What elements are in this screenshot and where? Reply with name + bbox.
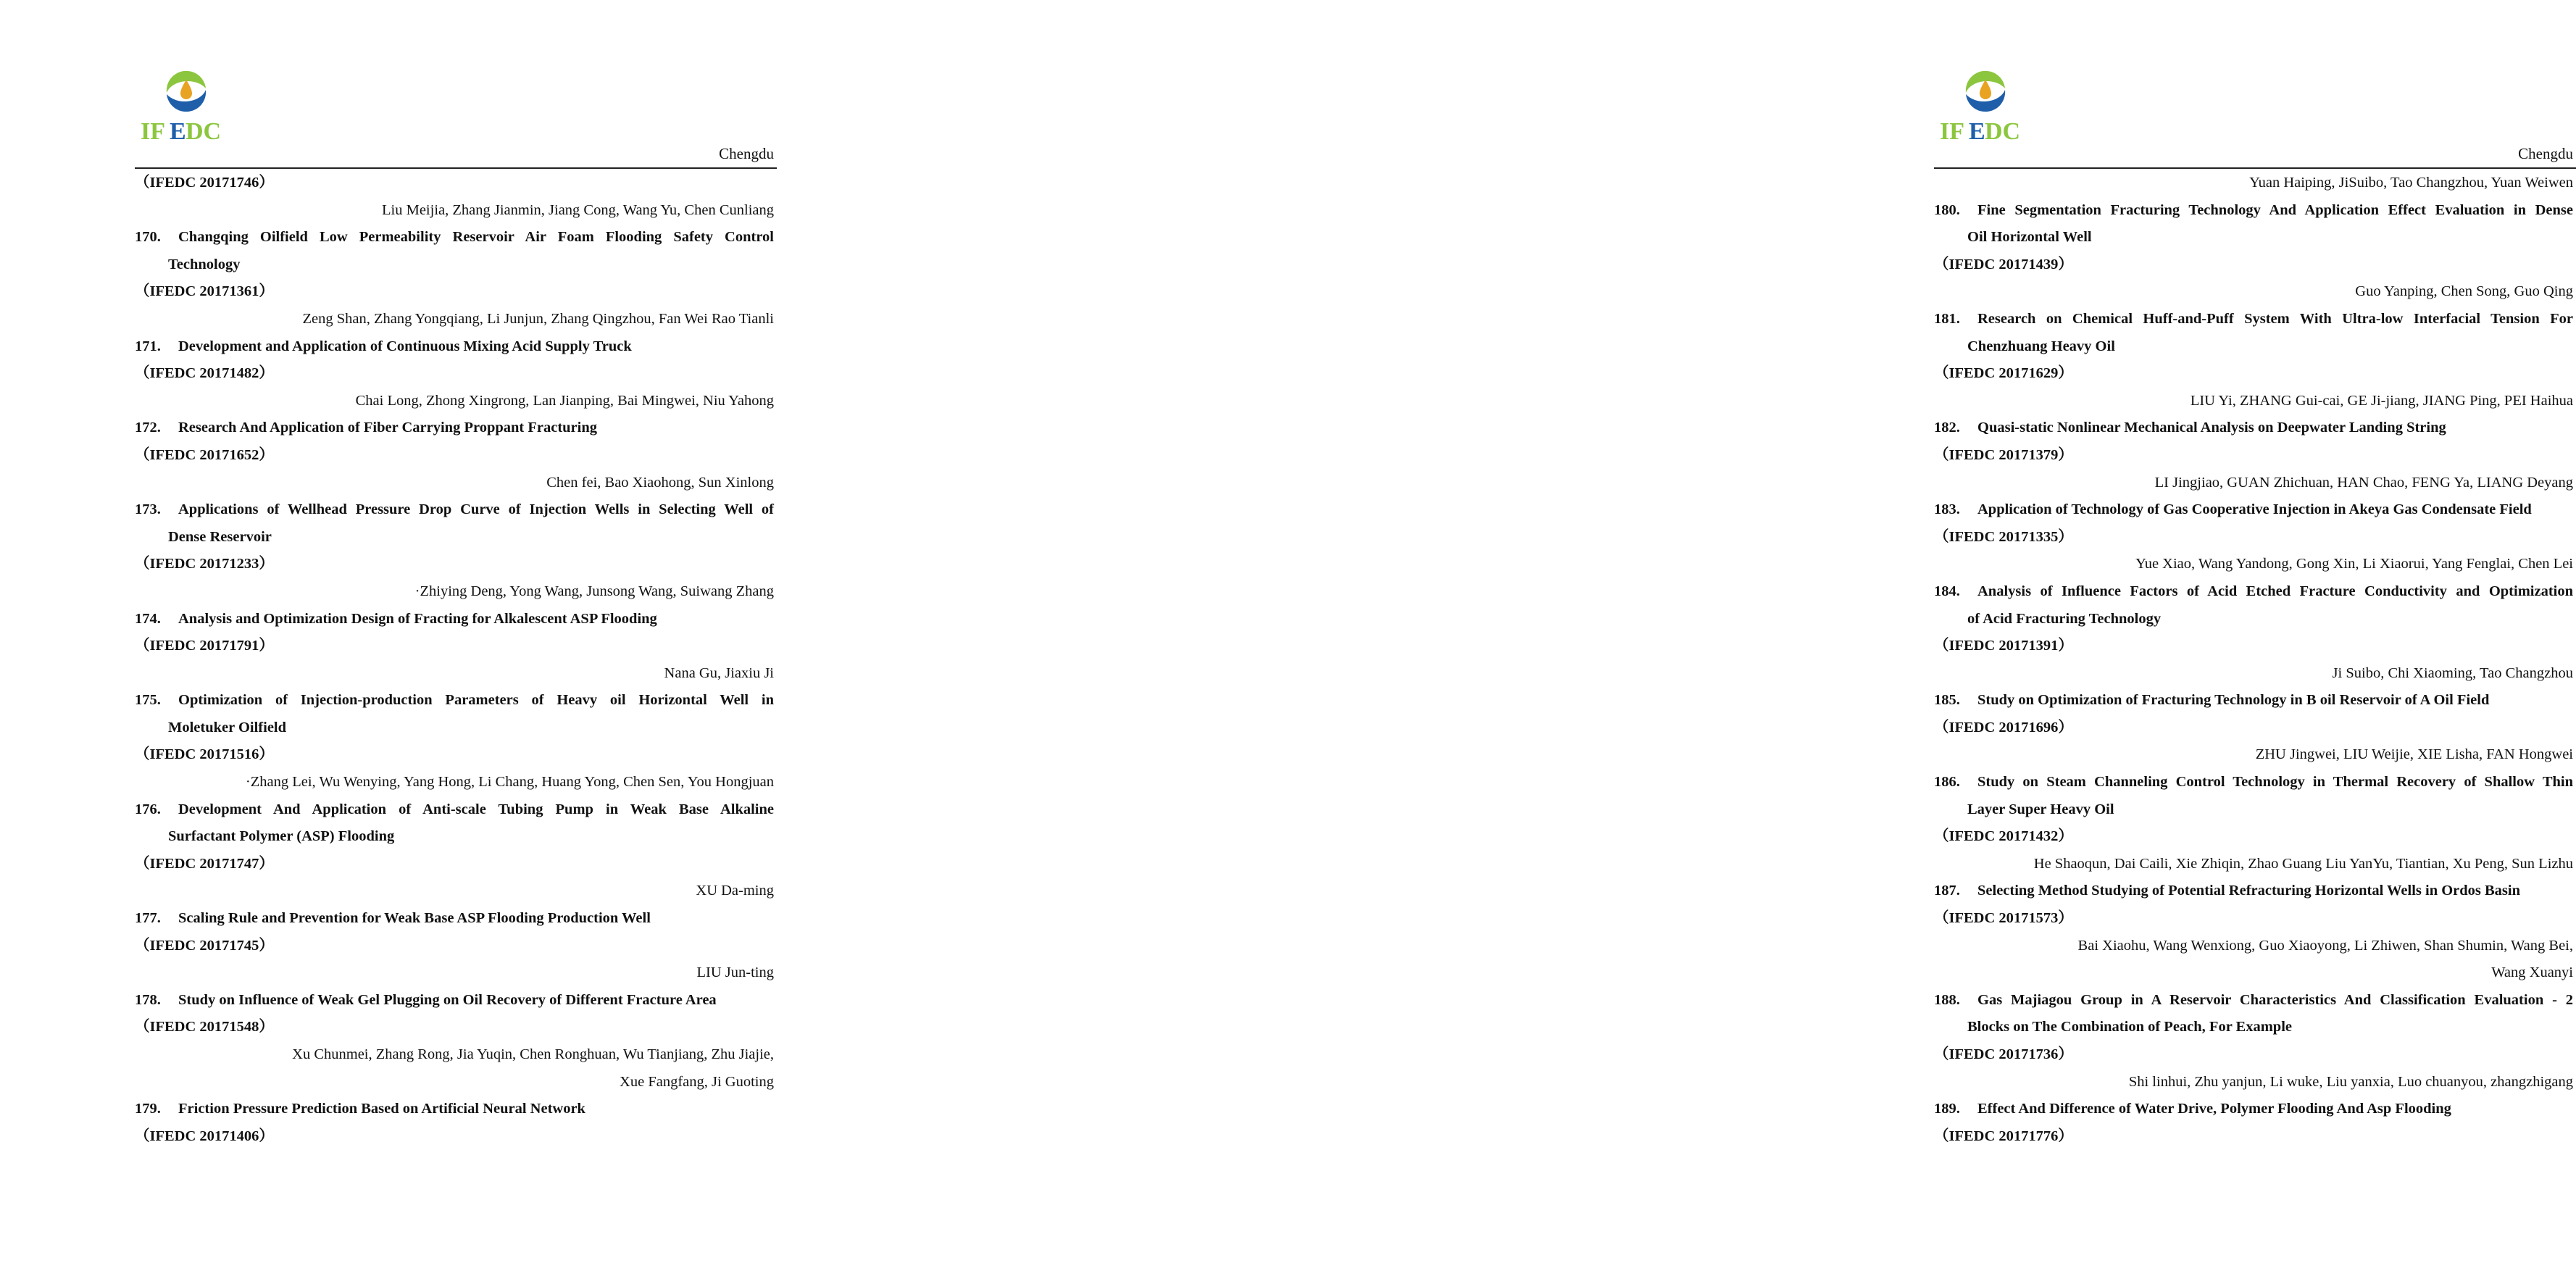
paper-authors: Chen fei, Bao Xiaohong, Sun Xinlong (546, 474, 774, 491)
paper-authors: Guo Yanping, Chen Song, Guo Qing (2355, 283, 2573, 300)
paper-title-line (135, 714, 774, 742)
paper-number: 189. (1934, 1101, 1960, 1117)
paper-entry (1934, 414, 2573, 496)
paper-title: Effect And Difference of Water Drive, Polymer Flooding And Asp Flooding (1977, 1101, 2451, 1117)
paper-title: of Acid Fracturing Technology (1967, 610, 2162, 627)
paper-title: Layer Super Heavy Oil (1967, 801, 2114, 817)
paper-title: Quasi-static Nonlinear Mechanical Analysis on Deepwater Landing String (1977, 420, 2446, 436)
paper-code: （IFEDC 20171361） (135, 283, 274, 300)
paper-title: Study on Influence of Weak Gel Plugging on Oil Recovery of Different Fracture Area (178, 991, 717, 1008)
paper-title-line (1934, 224, 2573, 251)
paper-authors: Wang Xuanyi (2491, 964, 2573, 981)
paper-title: Changqing Oilfield Low Permeability Reservoir Air Foam Flooding Safety Control (178, 229, 774, 246)
paper-entry (1934, 878, 2573, 986)
paper-title: Study on Optimization of Fracturing Technology in B oil Reservoir of A Oil Field (1977, 692, 2490, 709)
paper-entry (1934, 987, 2573, 1096)
paper-code: （IFEDC 20171548） (135, 1019, 274, 1035)
paper-number: 177. (135, 910, 161, 927)
paper-title-line (1934, 769, 2573, 796)
paper-title: Oil Horizontal Well (1967, 229, 2092, 246)
paper-title-line (1934, 687, 2573, 714)
paper-authors: ·Zhang Lei, Wu Wenying, Yang Hong, Li Chang, Huang Yong, Chen Sen, You Hongjuan (245, 774, 774, 791)
paper-code: （IFEDC 20171791） (135, 638, 274, 654)
paper-authors: XU Da-ming (696, 883, 774, 899)
paper-number: 171. (135, 338, 161, 354)
paper-title-line (135, 496, 774, 524)
paper-title-line (1934, 987, 2573, 1014)
paper-title-line (135, 251, 774, 279)
paper-authors: He Shaoqun, Dai Caili, Xie Zhiqin, Zhao Guang Liu YanYu, Tiantian, Xu Peng, Sun Lizhu (2033, 855, 2573, 872)
entry-list (135, 170, 774, 1150)
paper-authors: Yuan Haiping, JiSuibo, Tao Changzhou, Yuan Weiwen (2249, 175, 2573, 191)
paper-title-line (135, 905, 774, 933)
paper-number: 175. (135, 692, 161, 709)
paper-title: Chenzhuang Heavy Oil (1967, 338, 2115, 354)
paper-title-line (135, 1096, 774, 1123)
paper-authors: LIU Yi, ZHANG Gui-cai, GE Ji-jiang, JIANG Ping, PEI Haihua (2190, 392, 2573, 409)
paper-entry (1934, 197, 2573, 306)
paper-title-line (135, 224, 774, 251)
paper-entry (1934, 496, 2573, 578)
paper-title-line (1934, 578, 2573, 606)
paper-entry (135, 987, 774, 1096)
paper-authors: LIU Jun-ting (696, 964, 774, 981)
paper-title-line (1934, 333, 2573, 361)
paper-code: （IFEDC 20171736） (1934, 1046, 2073, 1062)
paper-code: （IFEDC 20171776） (1934, 1128, 2073, 1144)
paper-number: 182. (1934, 420, 1960, 436)
paper-code: （IFEDC 20171696） (1934, 719, 2073, 735)
paper-number: 176. (135, 801, 161, 817)
header-location: Chengdu (2518, 145, 2573, 162)
paper-code: （IFEDC 20171745） (135, 937, 274, 954)
paper-title: Dense Reservoir (168, 528, 272, 545)
header-rule (1934, 167, 2576, 169)
paper-code: （IFEDC 20171439） (1934, 256, 2073, 272)
ifedc-logo-icon (139, 67, 233, 146)
svg-text:IF: IF (1940, 118, 1964, 145)
paper-code: （IFEDC 20171652） (135, 446, 274, 463)
paper-title: Technology (168, 256, 241, 272)
paper-title-line (1934, 796, 2573, 824)
paper-number: 173. (135, 501, 161, 518)
paper-entry (135, 414, 774, 496)
paper-number: 181. (1934, 310, 1960, 327)
paper-authors: ZHU Jingwei, LIU Weijie, XIE Lisha, FAN Hongwei (2255, 746, 2573, 763)
paper-authors: Liu Meijia, Zhang Jianmin, Jiang Cong, Wang Yu, Chen Cunliang (382, 201, 774, 218)
paper-number: 170. (135, 229, 161, 246)
paper-entry (1934, 1096, 2573, 1150)
svg-text:IF: IF (141, 118, 165, 145)
paper-title: Optimization of Injection-production Parameters of Heavy oil Horizontal Well in (178, 692, 774, 709)
paper-title: Research And Application of Fiber Carrying Proppant Fracturing (178, 420, 597, 436)
paper-number: 178. (135, 991, 161, 1008)
paper-title-line (1934, 197, 2573, 225)
paper-code: （IFEDC 20171233） (135, 556, 274, 572)
svg-text:DC: DC (1985, 118, 2021, 145)
paper-entry (135, 170, 774, 224)
paper-code: （IFEDC 20171432） (1934, 828, 2073, 845)
paper-title-line (135, 796, 774, 824)
paper-title: Blocks on The Combination of Peach, For Example (1967, 1019, 2292, 1035)
paper-code: （IFEDC 20171406） (135, 1128, 274, 1144)
paper-authors: Bai Xiaohu, Wang Wenxiong, Guo Xiaoyong, Li Zhiwen, Shan Shumin, Wang Bei, (2077, 937, 2573, 954)
paper-entry (135, 687, 774, 796)
paper-code: （IFEDC 20171573） (1934, 910, 2073, 927)
paper-title: Study on Steam Channeling Control Technology in Thermal Recovery of Shallow Thin (1977, 774, 2573, 791)
paper-title: Applications of Wellhead Pressure Drop Curve of Injection Wells in Selecting Well of (178, 501, 774, 518)
paper-title: Analysis and Optimization Design of Fracting for Alkalescent ASP Flooding (178, 610, 657, 627)
paper-title-line (1934, 606, 2573, 633)
paper-entry (135, 224, 774, 333)
paper-number: 185. (1934, 692, 1960, 709)
paper-title: Development and Application of Continuous Mixing Acid Supply Truck (178, 338, 632, 354)
paper-title: Fine Segmentation Fracturing Technology And Application Effect Evaluation in Dense (1977, 201, 2573, 218)
paper-entry (135, 1096, 774, 1150)
paper-number: 187. (1934, 883, 1960, 899)
paper-authors: Zeng Shan, Zhang Yongqiang, Li Junjun, Zhang Qingzhou, Fan Wei Rao Tianli (302, 310, 774, 327)
paper-entry (1934, 578, 2573, 687)
svg-text:E: E (1969, 118, 1985, 145)
paper-title-line (1934, 414, 2573, 442)
paper-authors: ·Zhiying Deng, Yong Wang, Junsong Wang, Suiwang Zhang (414, 583, 774, 599)
paper-entry (135, 606, 774, 688)
paper-code: （IFEDC 20171379） (1934, 446, 2073, 463)
paper-title-line (1934, 306, 2573, 333)
paper-authors: Chai Long, Zhong Xingrong, Lan Jianping, Bai Mingwei, Niu Yahong (355, 392, 774, 409)
ifedc-logo (1938, 67, 2033, 146)
paper-number: 180. (1934, 201, 1960, 218)
paper-title-line (1934, 1014, 2573, 1041)
paper-title-line (135, 823, 774, 851)
paper-title: Development And Application of Anti-scale Tubing Pump in Weak Base Alkaline (178, 801, 774, 817)
paper-authors: Ji Suibo, Chi Xiaoming, Tao Changzhou (2332, 664, 2573, 681)
paper-number: 184. (1934, 583, 1960, 599)
paper-code: （IFEDC 20171391） (1934, 638, 2073, 654)
header-location: Chengdu (719, 145, 774, 162)
paper-title-line (135, 687, 774, 714)
paper-title-line (135, 606, 774, 633)
paper-number: 174. (135, 610, 161, 627)
paper-title: Scaling Rule and Prevention for Weak Base ASP Flooding Production Well (178, 910, 651, 927)
paper-title-line (135, 987, 774, 1014)
entry-list (1934, 170, 2573, 1150)
paper-title-line (135, 524, 774, 551)
paper-title: Analysis of Influence Factors of Acid Etched Fracture Conductivity and Optimization (1977, 583, 2573, 599)
paper-entry (1934, 170, 2573, 197)
paper-entry (135, 905, 774, 987)
paper-title: Friction Pressure Prediction Based on Artificial Neural Network (178, 1101, 585, 1117)
ifedc-logo-icon (1938, 67, 2033, 146)
paper-title: Selecting Method Studying of Potential Refracturing Horizontal Wells in Ordos Basin (1977, 883, 2521, 899)
paper-number: 179. (135, 1101, 161, 1117)
paper-authors: Yue Xiao, Wang Yandong, Gong Xin, Li Xiaorui, Yang Fenglai, Chen Lei (2135, 556, 2573, 572)
paper-authors: Xue Fangfang, Ji Guoting (620, 1073, 774, 1090)
paper-title: Application of Technology of Gas Cooperative Injection in Akeya Gas Condensate Field (1977, 501, 2532, 518)
paper-code: （IFEDC 20171335） (1934, 528, 2073, 545)
paper-title-line (135, 414, 774, 442)
svg-text:DC: DC (186, 118, 222, 145)
paper-code: （IFEDC 20171747） (135, 855, 274, 872)
paper-title-line (135, 333, 774, 361)
paper-number: 188. (1934, 991, 1960, 1008)
paper-code: （IFEDC 20171482） (135, 365, 274, 382)
paper-entry (135, 796, 774, 905)
paper-authors: Xu Chunmei, Zhang Rong, Jia Yuqin, Chen Ronghuan, Wu Tianjiang, Zhu Jiajie, (292, 1046, 774, 1062)
paper-number: 183. (1934, 501, 1960, 518)
paper-title: Gas Majiagou Group in A Reservoir Characteristics And Classification Evaluation - 2 (1977, 991, 2573, 1008)
header-rule (135, 167, 777, 169)
paper-number: 186. (1934, 774, 1960, 791)
paper-code: （IFEDC 20171629） (1934, 365, 2073, 382)
paper-code: （IFEDC 20171746） (135, 175, 274, 191)
paper-authors: Shi linhui, Zhu yanjun, Li wuke, Liu yanxia, Luo chuanyou, zhangzhigang (2128, 1073, 2573, 1090)
paper-authors: LI Jingjiao, GUAN Zhichuan, HAN Chao, FENG Ya, LIANG Deyang (2154, 474, 2573, 491)
paper-entry (1934, 306, 2573, 414)
paper-title: Research on Chemical Huff-and-Puff System With Ultra-low Interfacial Tension For (1977, 310, 2573, 327)
paper-entry (135, 333, 774, 415)
paper-entry (1934, 769, 2573, 878)
paper-code: （IFEDC 20171516） (135, 746, 274, 763)
svg-text:E: E (170, 118, 186, 145)
ifedc-logo (139, 67, 233, 146)
left-page (0, 0, 899, 1271)
paper-title-line (1934, 1096, 2573, 1123)
paper-number: 172. (135, 420, 161, 436)
paper-title-line (1934, 878, 2573, 905)
right-page (899, 0, 2573, 1271)
paper-title-line (1934, 496, 2573, 524)
paper-entry (135, 496, 774, 605)
paper-title: Moletuker Oilfield (168, 719, 287, 735)
paper-entry (1934, 687, 2573, 769)
paper-authors: Nana Gu, Jiaxiu Ji (664, 664, 774, 681)
paper-title: Surfactant Polymer (ASP) Flooding (168, 828, 395, 845)
